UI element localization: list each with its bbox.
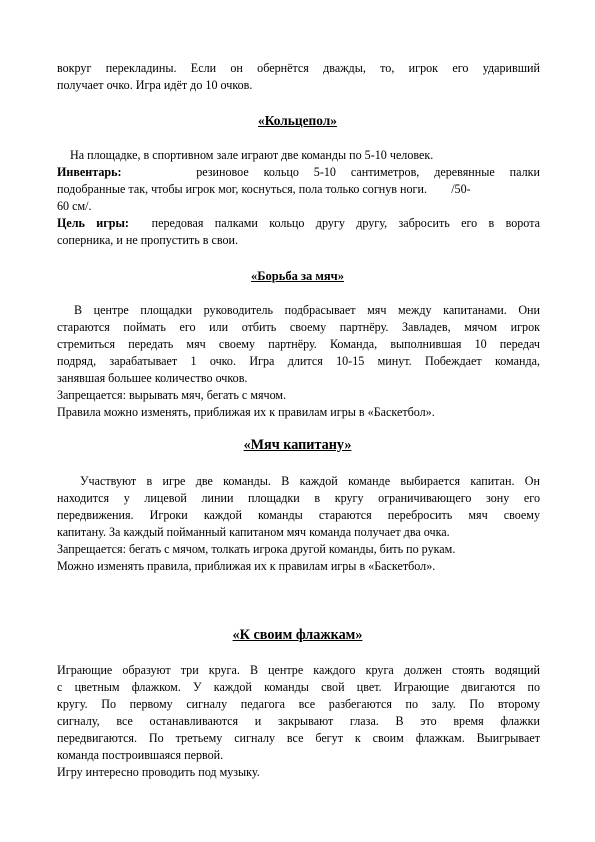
myach-line-2: находится у лицевой линии площадки в кругу ограничивающего зону его	[57, 491, 540, 505]
myach-line-6: Можно изменять правила, приближая их к правилам игры в «Баскетбол».	[57, 559, 436, 573]
borba-line-1: В центре площадки руководитель подбрасывает мяч между капитанами. Они	[74, 303, 540, 317]
flazhki-line-1: Играющие образуют три круга. В центре каждого круга должен стоять водящий	[57, 663, 540, 677]
borba-line-7: Правила можно изменять, приближая их к правилам игры в «Баскетбол».	[57, 405, 435, 419]
koltsepol-line-6: соперника, и не пропустить в свои.	[57, 233, 239, 247]
borba-line-6: Запрещается: вырывать мяч, бегать с мячом.	[57, 388, 287, 402]
goal-text: передовая палками кольцо другу другу, забросить его в ворота	[151, 216, 540, 230]
flazhki-line-3: кругу. По первому сигналу педагога все разбегаются по залу. По второму	[57, 697, 540, 711]
inventory-label: Инвентарь:	[57, 165, 122, 179]
section-title-borba: «Борьба за мяч»	[251, 269, 344, 283]
intro-line-1: вокруг перекладины. Если он обернётся дважды, то, игрок его ударивший	[57, 61, 540, 75]
flazhki-line-7: Игру интересно проводить под музыку.	[57, 765, 260, 779]
borba-line-3: стремиться передать мяч своему партнёру. Команда, выполнившая 10 передач	[57, 337, 540, 351]
koltsepol-line-3: подобранные так, чтобы игрок мог, коснуться, пола только согнув ноги. /50-	[57, 182, 471, 196]
myach-line-1: Участвуют в игре две команды. В каждой команде выбирается капитан. Он	[80, 474, 540, 488]
inventory-text: резиновое кольцо 5-10 сантиметров, деревянные палки	[196, 165, 540, 179]
flazhki-line-6: команда построившаяся первой.	[57, 748, 224, 762]
myach-line-3: передвижения. Игроки каждой команды стараются перебросить мяч своему	[57, 508, 540, 522]
section-title-flazhki: «К своим флажкам»	[232, 627, 363, 643]
borba-line-5: занявшая большее количество очков.	[57, 371, 248, 385]
koltsepol-goal	[57, 215, 540, 232]
section-title-myach: «Мяч капитану»	[243, 437, 352, 453]
flazhki-line-4: сигналу, все останавливаются и закрывают глаза. В это время флажки	[57, 714, 540, 728]
goal-label: Цель игры:	[57, 216, 129, 230]
intro-line-2: получает очко. Игра идёт до 10 очков.	[57, 78, 253, 92]
koltsepol-inventory	[57, 164, 540, 181]
flazhki-line-5: передвигаются. По третьему сигналу все бегут к своим флажкам. Выигрывает	[57, 731, 540, 745]
koltsepol-line-1: На площадке, в спортивном зале играют две команды по 5-10 человек.	[70, 148, 434, 162]
myach-line-5: Запрещается: бегать с мячом, толкать игрока другой команды, бить по рукам.	[57, 542, 456, 556]
section-title-koltsepol: «Кольцепол»	[258, 113, 337, 128]
myach-line-4: капитану. За каждый пойманный капитаном мяч команда получает два очка.	[57, 525, 450, 539]
borba-line-2: стараются поймать его или отбить своему партнёру. Завладев, мячом игрок	[57, 320, 540, 334]
flazhki-line-2: с цветным флажком. У каждой команды свой цвет. Играющие двигаются по	[57, 680, 540, 694]
koltsepol-line-4: 60 см/.	[57, 199, 92, 213]
borba-line-4: подряд, зарабатывает 1 очко. Игра длится 10-15 минут. Побеждает команда,	[57, 354, 540, 368]
